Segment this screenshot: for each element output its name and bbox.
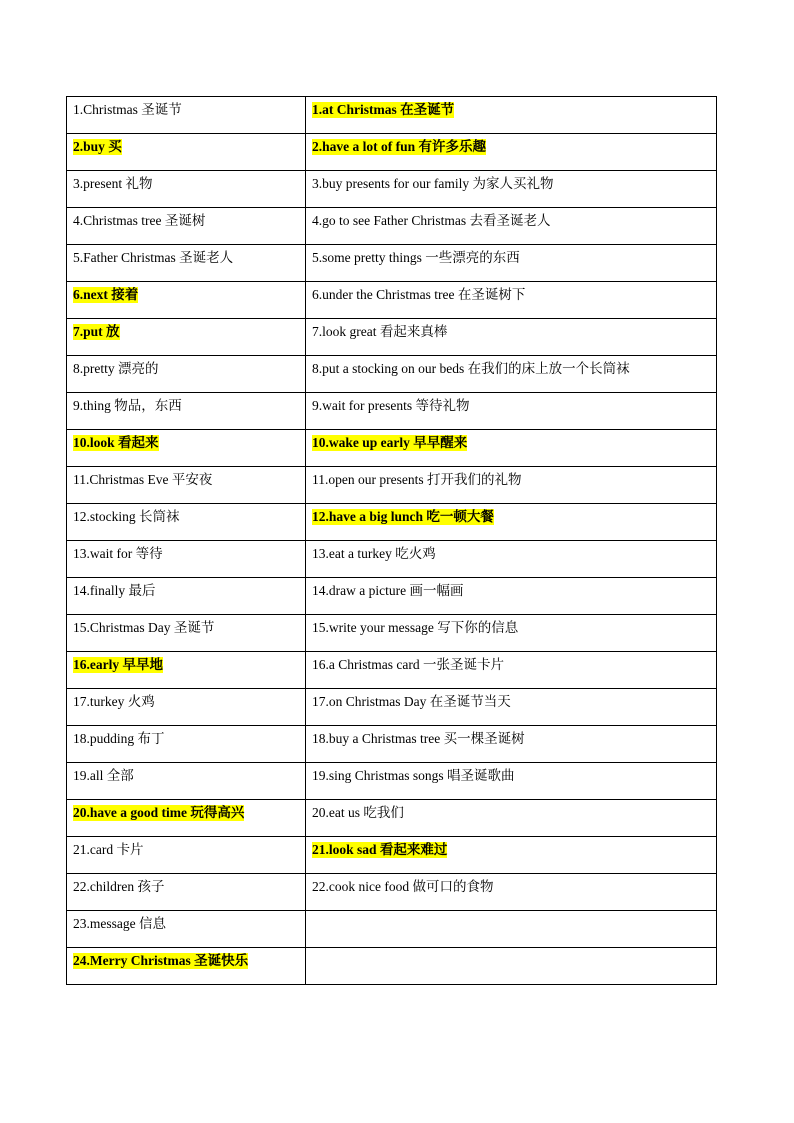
word-cell [67, 911, 306, 948]
table-row [67, 800, 717, 837]
word-entry: 12.stocking 长筒袜 [73, 509, 180, 524]
phrase-entry: 1.at Christmas 在圣诞节 [312, 102, 455, 117]
phrase-cell [306, 541, 717, 578]
word-entry: 14.finally 最后 [73, 583, 156, 598]
phrase-cell [306, 356, 717, 393]
phrase-cell [306, 800, 717, 837]
word-entry: 19.all 全部 [73, 768, 134, 783]
table-row [67, 615, 717, 652]
table-row [67, 245, 717, 282]
word-cell [67, 245, 306, 282]
phrase-entry: 22.cook nice food 做可口的食物 [312, 879, 494, 894]
word-cell [67, 689, 306, 726]
phrase-cell [306, 245, 717, 282]
phrase-cell [306, 948, 717, 985]
word-cell [67, 504, 306, 541]
word-entry: 23.message 信息 [73, 916, 166, 931]
phrase-entry: 12.have a big lunch 吃一顿大餐 [312, 509, 494, 524]
phrase-entry: 8.put a stocking on our beds 在我们的床上放一个长筒袜 [312, 361, 630, 376]
word-cell [67, 800, 306, 837]
phrase-cell [306, 97, 717, 134]
word-cell [67, 97, 306, 134]
word-cell [67, 615, 306, 652]
word-entry: 3.present 礼物 [73, 176, 153, 191]
table-row [67, 948, 717, 985]
phrase-cell [306, 504, 717, 541]
table-row [67, 689, 717, 726]
phrase-cell [306, 911, 717, 948]
word-entry: 16.early 早早地 [73, 657, 163, 672]
word-entry: 11.Christmas Eve 平安夜 [73, 472, 213, 487]
word-cell [67, 763, 306, 800]
word-entry: 9.thing 物品，东西 [73, 398, 182, 413]
phrase-cell [306, 208, 717, 245]
word-cell [67, 874, 306, 911]
table-row [67, 97, 717, 134]
phrase-cell [306, 874, 717, 911]
word-cell [67, 578, 306, 615]
word-cell [67, 393, 306, 430]
phrase-cell [306, 837, 717, 874]
phrase-cell [306, 578, 717, 615]
word-entry: 21.card 卡片 [73, 842, 144, 857]
table-row [67, 319, 717, 356]
phrase-cell [306, 319, 717, 356]
word-cell [67, 356, 306, 393]
word-entry: 20.have a good time 玩得高兴 [73, 805, 245, 820]
phrase-entry: 6.under the Christmas tree 在圣诞树下 [312, 287, 526, 302]
vocabulary-table [66, 96, 717, 985]
word-cell [67, 467, 306, 504]
word-entry: 13.wait for 等待 [73, 546, 163, 561]
phrase-entry: 16.a Christmas card 一张圣诞卡片 [312, 657, 504, 672]
phrase-entry: 3.buy presents for our family 为家人买礼物 [312, 176, 554, 191]
word-cell [67, 541, 306, 578]
word-entry: 4.Christmas tree 圣诞树 [73, 213, 206, 228]
phrase-cell [306, 467, 717, 504]
word-cell [67, 726, 306, 763]
word-entry: 8.pretty 漂亮的 [73, 361, 159, 376]
word-entry: 15.Christmas Day 圣诞节 [73, 620, 215, 635]
table-row [67, 356, 717, 393]
table-row [67, 652, 717, 689]
phrase-entry: 10.wake up early 早早醒来 [312, 435, 468, 450]
word-entry: 6.next 接着 [73, 287, 139, 302]
table-row [67, 504, 717, 541]
word-cell [67, 319, 306, 356]
word-entry: 22.children 孩子 [73, 879, 165, 894]
table-row [67, 430, 717, 467]
phrase-cell [306, 726, 717, 763]
word-entry: 24.Merry Christmas 圣诞快乐 [73, 953, 249, 968]
word-cell [67, 171, 306, 208]
word-cell [67, 837, 306, 874]
word-cell [67, 282, 306, 319]
phrase-cell [306, 282, 717, 319]
table-row [67, 541, 717, 578]
phrase-entry: 2.have a lot of fun 有许多乐趣 [312, 139, 487, 154]
phrase-entry: 20.eat us 吃我们 [312, 805, 404, 820]
word-cell [67, 948, 306, 985]
phrase-entry: 9.wait for presents 等待礼物 [312, 398, 470, 413]
word-entry: 18.pudding 布丁 [73, 731, 165, 746]
table-row [67, 726, 717, 763]
phrase-cell [306, 171, 717, 208]
phrase-entry: 11.open our presents 打开我们的礼物 [312, 472, 522, 487]
table-row [67, 393, 717, 430]
table-row [67, 763, 717, 800]
phrase-cell [306, 689, 717, 726]
table-row [67, 837, 717, 874]
phrase-entry: 18.buy a Christmas tree 买一棵圣诞树 [312, 731, 525, 746]
word-cell [67, 430, 306, 467]
table-row [67, 911, 717, 948]
word-cell [67, 208, 306, 245]
phrase-cell [306, 652, 717, 689]
vocabulary-table-body [67, 97, 717, 985]
word-entry: 5.Father Christmas 圣诞老人 [73, 250, 234, 265]
table-row [67, 134, 717, 171]
word-cell [67, 134, 306, 171]
word-entry: 2.buy 买 [73, 139, 122, 154]
phrase-cell [306, 393, 717, 430]
table-row [67, 208, 717, 245]
table-row [67, 578, 717, 615]
table-row [67, 282, 717, 319]
phrase-cell [306, 134, 717, 171]
phrase-entry: 19.sing Christmas songs 唱圣诞歌曲 [312, 768, 515, 783]
table-row [67, 874, 717, 911]
phrase-entry: 17.on Christmas Day 在圣诞节当天 [312, 694, 511, 709]
phrase-entry: 14.draw a picture 画一幅画 [312, 583, 464, 598]
phrase-entry: 21.look sad 看起来难过 [312, 842, 448, 857]
phrase-entry: 4.go to see Father Christmas 去看圣诞老人 [312, 213, 551, 228]
phrase-entry: 5.some pretty things 一些漂亮的东西 [312, 250, 520, 265]
phrase-cell [306, 430, 717, 467]
word-entry: 7.put 放 [73, 324, 120, 339]
word-entry: 1.Christmas 圣诞节 [73, 102, 182, 117]
phrase-cell [306, 615, 717, 652]
table-row [67, 171, 717, 208]
word-entry: 17.turkey 火鸡 [73, 694, 155, 709]
word-cell [67, 652, 306, 689]
table-row [67, 467, 717, 504]
phrase-entry: 7.look great 看起来真棒 [312, 324, 448, 339]
phrase-entry: 15.write your message 写下你的信息 [312, 620, 519, 635]
word-entry: 10.look 看起来 [73, 435, 159, 450]
phrase-cell [306, 763, 717, 800]
phrase-entry: 13.eat a turkey 吃火鸡 [312, 546, 436, 561]
